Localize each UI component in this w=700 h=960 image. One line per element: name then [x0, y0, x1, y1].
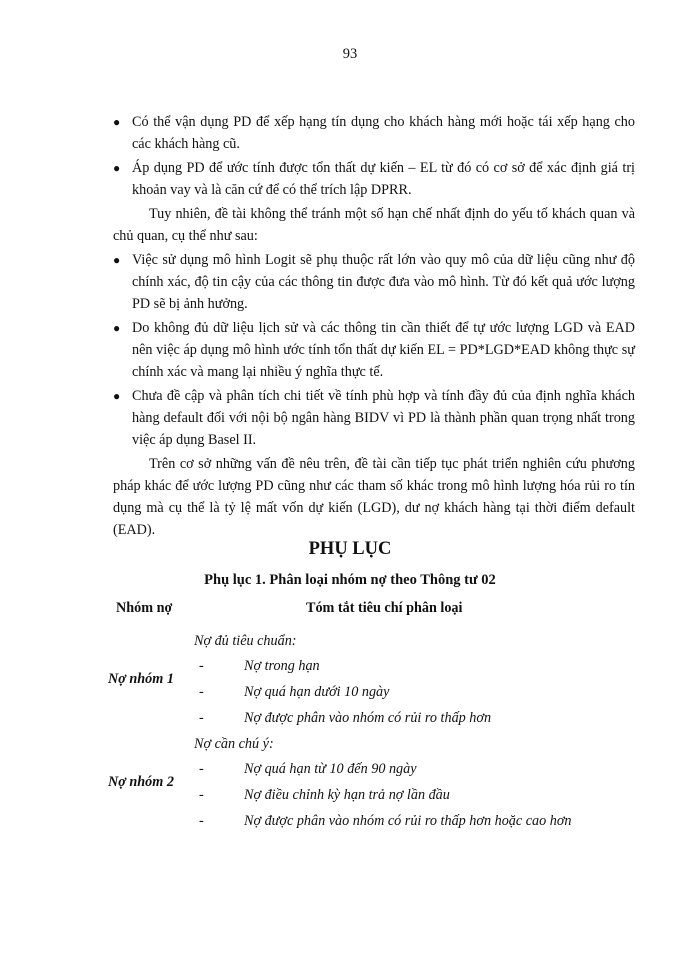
dash-icon: - — [199, 684, 204, 700]
paragraph-limitations-intro: Tuy nhiên, đề tài không thể tránh một số hạn chế nhất định do yếu tố khách quan và chủ quan, cụ thể như sau: — [113, 206, 635, 244]
bullet-text: Do không đủ dữ liệu lịch sử và các thông tin cần thiết để tự ước lượng LGD và EAD nên việc áp dụng mô hình ước tính tổn thất dự kiến EL = PD*LGD*EAD không thực sự chính xác và mang lại nhiều ý nghĩa thực tế. — [132, 320, 635, 380]
bullet-text: Áp dụng PD để ước tính được tổn thất dự kiến – EL từ đó có cơ sở để xác định giá trị khoản vay và là căn cứ để có thể trích lập DPRR. — [132, 160, 635, 198]
bullet-item — [113, 111, 635, 155]
dash-icon: - — [199, 813, 204, 829]
bullet-text: Việc sử dụng mô hình Logit sẽ phụ thuộc rất lớn vào quy mô của dữ liệu cũng như độ chính xác, độ tin cậy của các thông tin được đưa vào mô hình. Từ đó kết quả ước lượng PD sẽ bị ảnh hưởng. — [132, 252, 635, 312]
dash-icon: - — [199, 761, 204, 777]
bullet-dot-icon: ● — [113, 253, 121, 267]
bullet-item — [113, 317, 635, 383]
bullet-dot-icon: ● — [113, 115, 121, 129]
group-1-category: Nợ đủ tiêu chuẩn: — [194, 633, 297, 649]
page-number: 93 — [342, 46, 358, 62]
appendix-title: PHỤ LỤC — [308, 539, 392, 559]
paragraph-future-work: Trên cơ sở những vấn đề nêu trên, đề tài cần tiếp tục phát triển nghiên cứu phương pháp khác để ước lượng PD cũng như các tham số khác trong mô hình lượng hóa rủi ro tín dụng mà cụ thể là tỷ lệ mất vốn dự kiến (LGD), dư nợ khách hàng tại thời điểm default (EAD). — [113, 456, 635, 538]
header-debt-group: Nhóm nợ — [116, 600, 173, 616]
group-2-label: Nợ nhóm 2 — [108, 774, 174, 790]
group-1-label: Nợ nhóm 1 — [108, 671, 174, 687]
group-1-item: Nợ quá hạn dưới 10 ngày — [244, 684, 390, 700]
bullet-item — [113, 385, 635, 451]
dash-icon: - — [199, 710, 204, 726]
document-body — [113, 111, 635, 543]
dash-icon: - — [199, 787, 204, 803]
dash-icon: - — [199, 658, 204, 674]
bullet-dot-icon: ● — [113, 389, 121, 403]
appendix-subtitle: Phụ lục 1. Phân loại nhóm nợ theo Thông tư 02 — [204, 572, 496, 588]
bullet-item — [113, 157, 635, 201]
bullet-dot-icon: ● — [113, 321, 121, 335]
group-2-category: Nợ cần chú ý: — [194, 736, 274, 752]
header-criteria: Tóm tắt tiêu chí phân loại — [306, 600, 463, 616]
bullet-text: Có thể vận dụng PD để xếp hạng tín dụng cho khách hàng mới hoặc tái xếp hạng cho các khách hàng cũ. — [132, 114, 635, 152]
group-2-item: Nợ điều chỉnh kỳ hạn trả nợ lần đầu — [244, 787, 450, 803]
bullet-dot-icon: ● — [113, 161, 121, 175]
bullet-text: Chưa đề cập và phân tích chi tiết về tính phù hợp và tính đầy đủ của định nghĩa khách hàng default đối với nội bộ ngân hàng BIDV vì PD là thành phần quan trọng nhất trong việc áp dụng Basel II. — [132, 388, 635, 448]
group-1-item: Nợ trong hạn — [244, 658, 320, 674]
group-2-item: Nợ được phân vào nhóm có rủi ro thấp hơn hoặc cao hơn — [244, 813, 572, 829]
group-2-item: Nợ quá hạn từ 10 đến 90 ngày — [244, 761, 417, 777]
group-1-item: Nợ được phân vào nhóm có rủi ro thấp hơn — [244, 710, 492, 726]
bullet-item — [113, 249, 635, 315]
